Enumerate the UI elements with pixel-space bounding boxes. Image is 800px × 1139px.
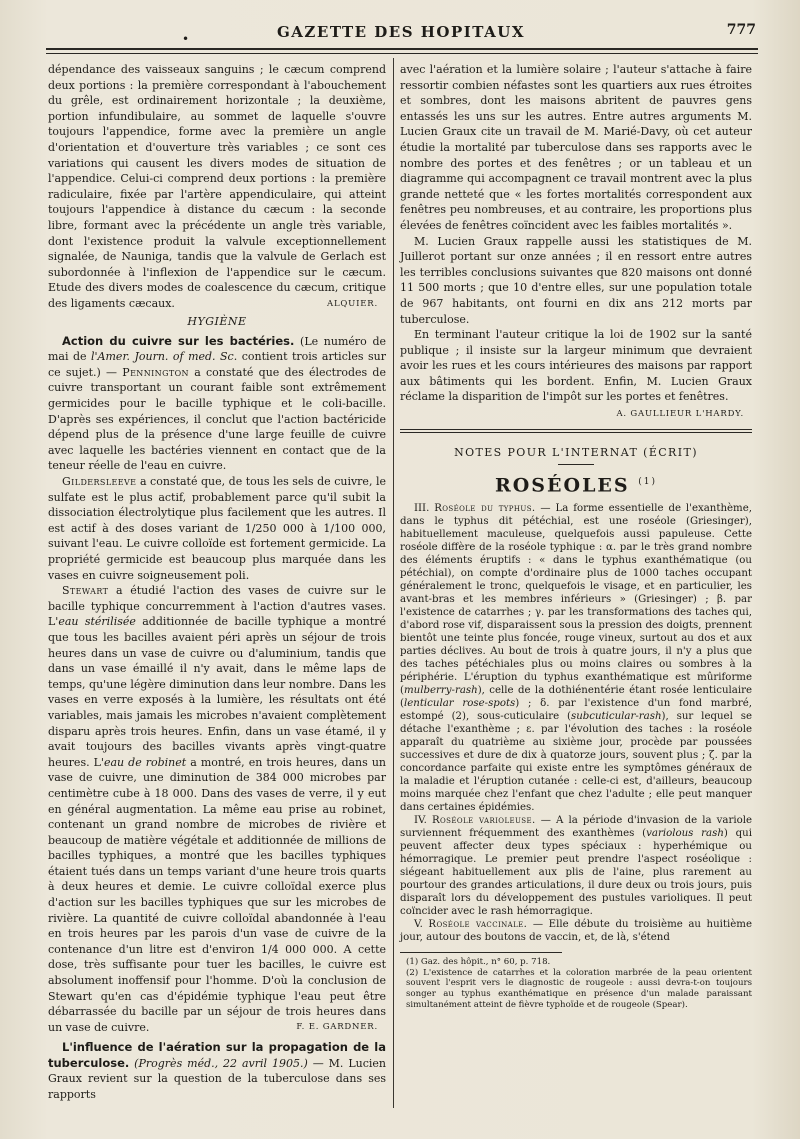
article-title-aeration: L'influence de l'aération sur la propagation de la tuberculose. [48, 1040, 386, 1070]
section-separator [400, 429, 752, 433]
aeration-continued: avec l'aération et la lumière solaire ; l'auteur s'attache à faire ressortir combien néfastes sont les quartiers aux rues étroites et sombres, dont les maisons abritent de pauvres gens entassés les uns sur les autres. Entre autres arguments M. Lucien Graux cite un travail de M. Marié-Davy, où cet auteur étudie la mortalité par tuberculose dans ses rapports avec le nombre des portes et des fenêtres ; or un tableau et un diagramme qui accompagnent ce travail montrent avec la plus grande netteté que « les fortes mortalités correspondent aux fenêtres peu nombreuses, et au contraire, les proportions plus élevées de fenêtres coïncident avec les faibles mortalités ». [400, 63, 752, 232]
roseoles-body [400, 502, 752, 944]
right-column [400, 62, 752, 1010]
notes-heading: NOTES POUR L'INTERNAT (ÉCRIT) [454, 445, 698, 459]
article-title-copper: Action du cuivre sur les bactéries. [62, 333, 295, 348]
left-column [48, 62, 386, 1102]
appendix-paragraph: dépendance des vaisseaux sanguins ; le cæcum comprend deux portions : la première correspondant à l'abouchement du grêle, est ordinairement horizontale ; la deuxième, portion infundibulaire, au sommet de laquelle s'ouvre toujours l'appendice, forme avec la première un angle d'orientation et d'ouverture très variables ; ce sont ces variations qui causent les divers modes de situation de l'appendice. Celui-ci comprend deux portions : la première radiculaire, fixée par l'artère appendiculaire, qui atteint toujours l'appendice à distance du cæcum : la seconde libre, formant avec la précédente un angle très variable, dont l'existence produit la valvule exceptionnellement signalée, de Nauniga, tandis que la valvule de Gerlach est subordonnée à l'inflexion de l'appendice sur le cæcum. Etude des divers modes de coalescence du cæcum, critique des ligaments cæcaux. [48, 63, 386, 310]
roseole-typhus: III. Roséole du typhus. — La forme essentielle de l'exanthème, dans le typhus dit pétéchial, est une roséole (Griesinger), habituellement maculeuse, quelquefois aussi papuleuse. Cette roséole diffère de la roséole typhique : α. par le très grand nombre des éléments éruptifs : « dans le typhus exanthématique (ou pétéchial), on compte d'ordinaire plus de 1000 taches occupant généralement le tronc, quelquefois le visage, et en particulier, les avant-bras et les membres inférieurs » (Griesinger) ; β. par l'existence de catarrhes ; γ. par les transformations des taches qui, d'abord rose vif, disparaissent sous la pression des doigts, prennent bientôt une teinte plus foncée, rouge vineux, surtout au dos et aux parties déclives. Au bout de trois à quatre jours, il n'y a plus que des taches pétéchiales plus ou moins claires ou sombres à la périphérie. L'éruption du typhus exanthématique est mûriforme (mulberry-rash), celle de la dothiénentérie étant rosée lenticulaire (lenticular rose-spots) ; δ. par l'existence d'un fond marbré, estompé (2), sous-cuticulaire (subcuticular-rash), sur lequel se détache l'exanthème ; ε. par l'évolution des taches : la roséole apparaît du quatrième au sixième jour, procède par poussées successives et dure de dix à quatorze jours, souvent plus ; ζ. par la concordance parfaite qui existe entre les symptômes généraux de la maladie et l'éruption cutanée : celle-ci est, d'ailleurs, beaucoup moins marquée chez l'enfant que chez l'adulte ; elle peut manquer dans certaines épidémies. [400, 503, 752, 814]
signature-gaullieur: A. GAULLIEUR L'HARDY. [616, 409, 744, 420]
author-pennington: Pennington [122, 365, 189, 379]
footnote-1: (1) Gaz. des hôpit., n° 60, p. 718. [406, 957, 551, 968]
signature-alquier: ALQUIER. [327, 298, 378, 309]
short-rule [558, 464, 594, 465]
page-header [46, 20, 756, 46]
footnote-ref: (1) [638, 477, 658, 488]
gildersleeve-paragraph: Gildersleeve a constaté que, de tous les sels de cuivre, le sulfate est le plus actif, probablement parce qu'il subit la dissociation électrolytique plus facilement que les autres. Il est actif à des doses variant de 1/250 000 à 1/100 000, suivant l'eau. Le cuivre colloïde est fortement germicide. La propriété germicide est beaucoup plus marquée dans les vases en cuivre soigneusement poli. [48, 475, 386, 582]
column-divider [393, 58, 394, 1108]
aeration-article: L'influence de l'aération sur la propagation de la tuberculose. (Progrès méd., 22 avril 1905.) — M. Lucien Graux revient sur la question de la tuberculose dans ses rapports [48, 1040, 386, 1101]
roseole-vaccinale: V. Roséole vaccinale. — Elle débute du troisième au huitième jour, autour des boutons de vaccin, et, de là, s'étend [400, 919, 753, 944]
section-heading-hygiene: HYGIÈNE [187, 315, 247, 329]
signature-gardner: F. E. GARDNER. [296, 1022, 378, 1033]
conclusion-paragraph: En terminant l'auteur critique la loi de 1902 sur la santé publique ; il insiste sur la largeur minimum que devraient avoir les rues et les cours intérieures des maisons par rapport aux bâtiments qui les bordent. Enfin, M. Lucien Graux réclame la disparition de l'impôt sur les portes et fenêtres. [400, 328, 752, 404]
page-number: 777 [726, 22, 756, 38]
roseole-varioleuse: IV. Roséole varioleuse. — A la période d'invasion de la variole surviennent fréquemment des exanthèmes (variolous rash) qui peuvent affecter deux types spéciaux : hyperhémique ou hémorragique. Le premier peut prendre l'aspect roséolique : siégeant habituellement aux plis de l'aine, plus rarement au pourtour des grandes articulations, il dure deux ou trois jours, puis disparaît lors du développement des pustules varioliques. Il peut coïncider avec le rash hémorragique. [400, 815, 753, 918]
copper-article-intro: Action du cuivre sur les bactéries. (Le numéro de mai de l'Amer. Journ. of med. Sc. contient trois articles sur ce sujet.) — Pennington a constaté que des électrodes de cuivre transportant un courant faible sont extrêmement germicides pour le bacille typhique et le coli-bacille. D'après ses expériences, il conclut que l'action bactéricide dépend plus de la présence d'une large feuille de cuivre avec laquelle les bactéries viennent en contact que de la teneur réelle de l'eau en cuivre. [48, 333, 386, 473]
header-dot: • [182, 32, 190, 46]
author-gildersleeve: Gildersleeve [62, 475, 137, 489]
article-title-roseoles: ROSÉOLES $^{(1)}$ [494, 474, 658, 497]
header-rule [46, 48, 758, 54]
author-stewart: Stewart [62, 584, 109, 598]
stewart-paragraph: Stewart a étudié l'action des vases de cuivre sur le bacille typhique concurremment à l'action d'autres vases. L'eau stérilisée additionnée de bacille typhique a montré que tous les bacilles avaient péri après un séjour de trois heures dans un vase de cuivre ou d'aluminium, tandis que dans un vase émaillé il n'y avait, dans le même laps de temps, qu'une légère diminution dans leur nombre. Dans les vases en verre exposés à la lumière, les résultats ont été variables, mais jamais les microbes n'avaient complètement disparu après trois heures. Enfin, dans un vase étamé, il y avait toujours des bacilles vivants après vingt-quatre heures. L'eau de robinet a montré, en trois heures, dans un vase de cuivre, une diminution de 384 000 microbes par centimètre cube à 18 000. Dans des vases de verre, il y eut en général augmentation. La même eau prise au robinet, contenant un grand nombre de microbes de rivière et beaucoup de matière végétale et additionnée de millions de bacilles typhiques, a montré que les bacilles typhiques étaient tués dans un temps variant d'une heure trois quarts à deux heures et demie. Le cuivre colloïdal exerce plus d'action sur les bacilles typhiques que sur les microbes de rivière. La quantité de cuivre colloïdal abandonnée à l'eau en trois heures par les parois d'un vase de cuivre de la contenance d'un litre est d'environ 1/4 000 000. A cette dose, très suffisante pour tuer les bacilles, le cuivre est absolument inoffensif pour l'homme. D'où la conclusion de Stewart qu'en cas d'épidémie typhique l'eau peut être débarrassée du bacille par un séjour de trois heures dans un vase de cuivre. [48, 584, 387, 1034]
footnote-2: (2) L'existence de catarrhes et la coloration marbrée de la peau orientent souvent l'esprit vers le diagnostic de rougeole : aussi devra-t-on toujours songer au typhus exanthématique en présence d'un malade paraissant simultanément atteint de fièvre typhoïde et de rougeole (Spear). [406, 967, 752, 1010]
journal-title: GAZETTE DES HOPITAUX [276, 23, 525, 41]
juillerot-paragraph: M. Lucien Graux rappelle aussi les statistiques de M. Juillerot portant sur onze années ; il en ressort entre autres les terribles conclusions suivantes que 820 maisons ont donné 11 500 morts ; que 10 d'entre elles, sur une population totale de 967 habitants, ont fourni en dix ans 212 morts par tuberculose. [400, 234, 752, 326]
footnote-rule [400, 952, 562, 953]
journal-citation: l'Amer. Journ. of med. Sc. [91, 350, 238, 364]
